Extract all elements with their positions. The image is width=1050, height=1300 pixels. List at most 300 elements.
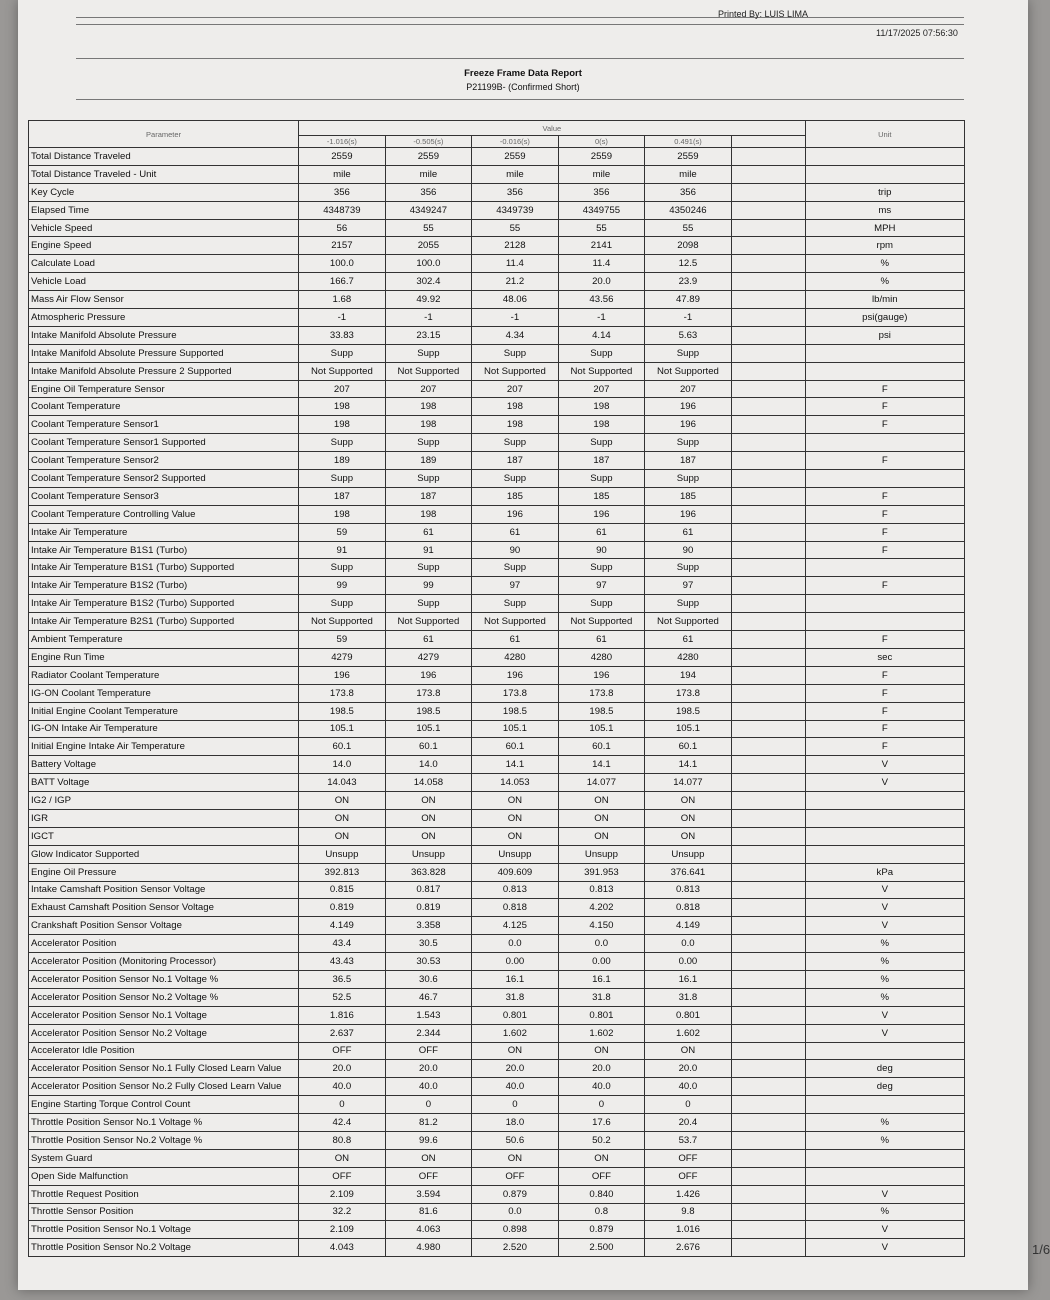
value-cell: Unsupp [299,845,386,863]
value-cell: Supp [558,434,645,452]
value-cell: 48.06 [472,291,559,309]
value-cell: OFF [299,1167,386,1185]
value-cell: 16.1 [645,970,732,988]
parameter-name: Intake Air Temperature B1S1 (Turbo) [29,541,299,559]
value-cell: 14.077 [645,774,732,792]
value-cell: 4279 [299,648,386,666]
parameter-name: Intake Air Temperature B1S1 (Turbo) Supported [29,559,299,577]
value-cell: mile [299,165,386,183]
value-cell: 14.053 [472,774,559,792]
unit-cell: deg [805,1060,964,1078]
value-cell: 198 [558,416,645,434]
table-row [29,273,965,291]
parameter-name: Accelerator Position [29,935,299,953]
value-cell: 61 [558,523,645,541]
value-cell: 40.0 [558,1078,645,1096]
value-cell: 198 [385,398,472,416]
empty-cell [731,1042,805,1060]
parameter-name: IG2 / IGP [29,792,299,810]
value-cell: 90 [472,541,559,559]
value-cell: 32.2 [299,1203,386,1221]
value-cell: 91 [299,541,386,559]
value-cell: 3.594 [385,1185,472,1203]
value-cell: 207 [645,380,732,398]
print-timestamp: 11/17/2025 07:56:30 [876,28,958,38]
value-cell: 198 [472,416,559,434]
value-cell: 392.813 [299,863,386,881]
value-cell: Supp [299,344,386,362]
value-cell: 81.6 [385,1203,472,1221]
value-cell: Supp [645,559,732,577]
printed-by: Printed By: LUIS LIMA [718,9,809,19]
parameter-name: Total Distance Traveled - Unit [29,165,299,183]
value-cell: 61 [472,631,559,649]
unit-cell [805,148,964,166]
value-cell: 61 [385,523,472,541]
unit-cell: kPa [805,863,964,881]
parameter-name: BATT Voltage [29,774,299,792]
value-cell: 31.8 [558,988,645,1006]
value-cell: 0.879 [558,1221,645,1239]
value-cell: 187 [645,452,732,470]
page-number: 1/6 [1032,1242,1050,1257]
value-cell: 0 [385,1096,472,1114]
table-row [29,291,965,309]
parameter-name: Key Cycle [29,183,299,201]
table-row [29,434,965,452]
table-row [29,1149,965,1167]
value-cell: 33.83 [299,326,386,344]
value-cell: Unsupp [385,845,472,863]
value-cell: 4.125 [472,917,559,935]
parameter-name: IG-ON Intake Air Temperature [29,720,299,738]
empty-cell [731,541,805,559]
value-cell: 0 [645,1096,732,1114]
value-cell: 173.8 [299,684,386,702]
value-cell: 43.4 [299,935,386,953]
parameter-name: Coolant Temperature [29,398,299,416]
value-cell: 196 [645,416,732,434]
value-cell: 21.2 [472,273,559,291]
value-cell: 4.202 [558,899,645,917]
value-cell: Not Supported [472,362,559,380]
value-cell: 0.813 [472,881,559,899]
value-cell: -1 [645,309,732,327]
value-cell: 0.813 [645,881,732,899]
empty-cell [731,1006,805,1024]
value-cell: 198.5 [299,702,386,720]
value-cell: 31.8 [645,988,732,1006]
value-cell: 20.0 [472,1060,559,1078]
value-cell: ON [645,792,732,810]
value-cell: 16.1 [472,970,559,988]
unit-cell: % [805,988,964,1006]
unit-cell: deg [805,1078,964,1096]
value-cell: Supp [472,595,559,613]
value-cell: 0.801 [558,1006,645,1024]
value-cell: ON [558,1149,645,1167]
value-cell: 173.8 [385,684,472,702]
value-cell: 5.63 [645,326,732,344]
value-cell: ON [299,809,386,827]
value-cell: ON [472,1149,559,1167]
empty-cell [731,344,805,362]
value-cell: 363.828 [385,863,472,881]
value-cell: 50.2 [558,1131,645,1149]
unit-cell [805,792,964,810]
value-cell: 36.5 [299,970,386,988]
value-cell: 12.5 [645,255,732,273]
parameter-name: Intake Manifold Absolute Pressure [29,326,299,344]
parameter-name: Accelerator Position Sensor No.1 Fully Closed Learn Value [29,1060,299,1078]
unit-cell: F [805,631,964,649]
value-cell: -1 [385,309,472,327]
value-cell: 60.1 [558,738,645,756]
value-cell: 356 [299,183,386,201]
value-cell: Supp [645,595,732,613]
empty-cell [731,684,805,702]
table-row [29,1203,965,1221]
empty-cell [731,434,805,452]
table-row [29,362,965,380]
parameter-name: Throttle Position Sensor No.2 Voltage [29,1239,299,1257]
empty-cell [731,827,805,845]
value-cell: Supp [645,470,732,488]
value-cell: ON [558,792,645,810]
title-divider-bottom [76,99,964,100]
value-cell: Supp [385,470,472,488]
value-cell: 2141 [558,237,645,255]
value-cell: 187 [472,452,559,470]
value-cell: Supp [645,434,732,452]
value-cell: 0.818 [645,899,732,917]
value-cell: ON [385,1149,472,1167]
value-cell: 20.0 [645,1060,732,1078]
unit-cell [805,845,964,863]
value-cell: 0.00 [472,953,559,971]
unit-cell [805,559,964,577]
table-row [29,881,965,899]
table-row [29,487,965,505]
table-row [29,774,965,792]
empty-cell [731,988,805,1006]
value-cell: 0.815 [299,881,386,899]
table-row [29,1024,965,1042]
value-cell: 2.676 [645,1239,732,1257]
parameter-name: Battery Voltage [29,756,299,774]
unit-cell [805,595,964,613]
value-cell: 0.00 [558,953,645,971]
table-row [29,1060,965,1078]
value-cell: 198 [558,398,645,416]
unit-cell: F [805,702,964,720]
value-cell: 173.8 [558,684,645,702]
value-cell: 43.43 [299,953,386,971]
parameter-name: Intake Air Temperature B1S2 (Turbo) Supported [29,595,299,613]
value-cell: 356 [472,183,559,201]
value-cell: OFF [645,1149,732,1167]
table-row [29,165,965,183]
empty-cell [731,1239,805,1257]
empty-cell [731,487,805,505]
value-cell: Supp [385,434,472,452]
value-cell: 4.150 [558,917,645,935]
parameter-name: Accelerator Position (Monitoring Processor) [29,953,299,971]
value-cell: 2128 [472,237,559,255]
value-cell: Unsupp [472,845,559,863]
parameter-name: Accelerator Position Sensor No.2 Voltage [29,1024,299,1042]
value-cell: -1 [558,309,645,327]
parameter-name: Throttle Request Position [29,1185,299,1203]
value-cell: 42.4 [299,1114,386,1132]
freeze-frame-table [28,120,965,1257]
value-cell: 14.043 [299,774,386,792]
value-cell: mile [558,165,645,183]
table-row [29,344,965,362]
value-cell: 90 [558,541,645,559]
table-row [29,720,965,738]
parameter-name: Accelerator Position Sensor No.1 Voltage % [29,970,299,988]
time-column-header: -1.016(s) [299,136,386,148]
value-cell: 2.520 [472,1239,559,1257]
time-column-header: 0(s) [558,136,645,148]
value-cell: 187 [299,487,386,505]
value-cell: 14.058 [385,774,472,792]
value-cell: 0.00 [645,953,732,971]
unit-cell [805,613,964,631]
value-cell: 0.819 [299,899,386,917]
unit-cell [805,809,964,827]
value-cell: Supp [299,595,386,613]
value-cell: Unsupp [558,845,645,863]
value-cell: 196 [472,505,559,523]
value-cell: 18.0 [472,1114,559,1132]
value-cell: 60.1 [385,738,472,756]
unit-cell: V [805,1024,964,1042]
value-cell: 0.817 [385,881,472,899]
value-cell: Supp [472,559,559,577]
value-cell: 356 [385,183,472,201]
value-cell: OFF [558,1167,645,1185]
empty-cell [731,1078,805,1096]
unit-cell: MPH [805,219,964,237]
value-cell: 4349739 [472,201,559,219]
unit-cell: psi [805,326,964,344]
parameter-name: Throttle Sensor Position [29,1203,299,1221]
table-row [29,1078,965,1096]
parameter-name: Glow Indicator Supported [29,845,299,863]
value-cell: 97 [472,577,559,595]
unit-cell: % [805,1203,964,1221]
report-page [18,0,1050,1290]
value-cell: 31.8 [472,988,559,1006]
unit-cell: V [805,1006,964,1024]
value-cell: 14.1 [472,756,559,774]
value-cell: Supp [385,559,472,577]
parameter-name: Crankshaft Position Sensor Voltage [29,917,299,935]
value-cell: Not Supported [385,362,472,380]
parameter-name: Vehicle Speed [29,219,299,237]
parameter-name: Engine Oil Temperature Sensor [29,380,299,398]
value-cell: 91 [385,541,472,559]
value-cell: ON [645,827,732,845]
value-cell: 0 [299,1096,386,1114]
value-cell: 198 [385,416,472,434]
value-cell: 100.0 [299,255,386,273]
unit-cell: V [805,1239,964,1257]
empty-cell [731,505,805,523]
empty-cell [731,809,805,827]
value-cell: 4350246 [645,201,732,219]
value-cell: 4.149 [645,917,732,935]
value-cell: 14.077 [558,774,645,792]
unit-cell [805,1096,964,1114]
value-cell: ON [385,809,472,827]
value-cell: 166.7 [299,273,386,291]
empty-cell [731,237,805,255]
value-cell: 40.0 [385,1078,472,1096]
value-cell: 196 [645,398,732,416]
empty-cell [731,917,805,935]
value-cell: ON [558,809,645,827]
value-cell: 4349755 [558,201,645,219]
value-cell: 187 [385,487,472,505]
value-cell: ON [299,1149,386,1167]
empty-cell [731,380,805,398]
table-row [29,613,965,631]
empty-cell [731,863,805,881]
unit-cell [805,165,964,183]
parameter-name: Accelerator Position Sensor No.2 Voltage % [29,988,299,1006]
empty-cell [731,1060,805,1078]
value-cell: 53.7 [645,1131,732,1149]
value-cell: 61 [472,523,559,541]
unit-cell: rpm [805,237,964,255]
table-row [29,845,965,863]
value-cell: 20.0 [558,1060,645,1078]
value-cell: 2559 [645,148,732,166]
value-cell: 196 [385,666,472,684]
unit-cell: F [805,523,964,541]
table-row [29,1239,965,1257]
value-cell: 61 [385,631,472,649]
value-cell: 61 [645,523,732,541]
value-cell: 4279 [385,648,472,666]
empty-cell [731,792,805,810]
table-row [29,523,965,541]
table-row [29,648,965,666]
value-cell: 55 [558,219,645,237]
value-cell: 198 [299,416,386,434]
value-cell: 0.813 [558,881,645,899]
unit-cell: F [805,684,964,702]
value-cell: 90 [645,541,732,559]
unit-cell: F [805,505,964,523]
table-row [29,326,965,344]
value-cell: ON [645,1042,732,1060]
value-cell: 9.8 [645,1203,732,1221]
value-cell: 4.980 [385,1239,472,1257]
table-row [29,452,965,470]
table-row [29,309,965,327]
value-cell: 2.109 [299,1185,386,1203]
value-cell: Supp [645,344,732,362]
table-row [29,917,965,935]
unit-column-header: Unit [805,121,964,148]
value-cell: OFF [385,1042,472,1060]
table-row [29,738,965,756]
value-cell: 49.92 [385,291,472,309]
value-cell: 14.0 [385,756,472,774]
value-cell: ON [645,809,732,827]
unit-cell: V [805,899,964,917]
value-column-header: Value [299,121,805,136]
value-cell: 97 [558,577,645,595]
value-cell: 4.063 [385,1221,472,1239]
parameter-name: Intake Manifold Absolute Pressure Supported [29,344,299,362]
value-cell: Supp [385,595,472,613]
unit-cell: ms [805,201,964,219]
parameter-name: Coolant Temperature Controlling Value [29,505,299,523]
value-cell: 196 [645,505,732,523]
time-column-header: -0.016(s) [472,136,559,148]
unit-cell: % [805,935,964,953]
unit-cell: F [805,738,964,756]
value-cell: 52.5 [299,988,386,1006]
unit-cell [805,434,964,452]
unit-cell [805,362,964,380]
value-cell: Not Supported [558,613,645,631]
value-cell: 2559 [558,148,645,166]
value-cell: 198.5 [645,702,732,720]
value-cell: 4.043 [299,1239,386,1257]
value-cell: Not Supported [645,613,732,631]
empty-cell [731,523,805,541]
empty-cell [731,291,805,309]
value-cell: OFF [385,1167,472,1185]
value-cell: 105.1 [558,720,645,738]
unit-cell: F [805,416,964,434]
unit-cell: F [805,487,964,505]
value-cell: 196 [558,505,645,523]
value-cell: Not Supported [558,362,645,380]
value-cell: 194 [645,666,732,684]
parameter-name: Atmospheric Pressure [29,309,299,327]
value-cell: 30.5 [385,935,472,953]
value-cell: 207 [472,380,559,398]
value-cell: 376.641 [645,863,732,881]
empty-cell [731,470,805,488]
value-cell: 302.4 [385,273,472,291]
empty-cell [731,326,805,344]
table-row [29,684,965,702]
value-cell: 47.89 [645,291,732,309]
empty-cell [731,559,805,577]
unit-cell [805,827,964,845]
value-cell: 60.1 [472,738,559,756]
table-row [29,863,965,881]
value-cell: Supp [299,559,386,577]
value-cell: 1.602 [645,1024,732,1042]
parameter-name: IG-ON Coolant Temperature [29,684,299,702]
empty-column-header [731,136,805,148]
value-cell: 196 [472,666,559,684]
table-row [29,380,965,398]
empty-cell [731,1024,805,1042]
table-row [29,255,965,273]
empty-cell [731,362,805,380]
value-cell: 40.0 [645,1078,732,1096]
